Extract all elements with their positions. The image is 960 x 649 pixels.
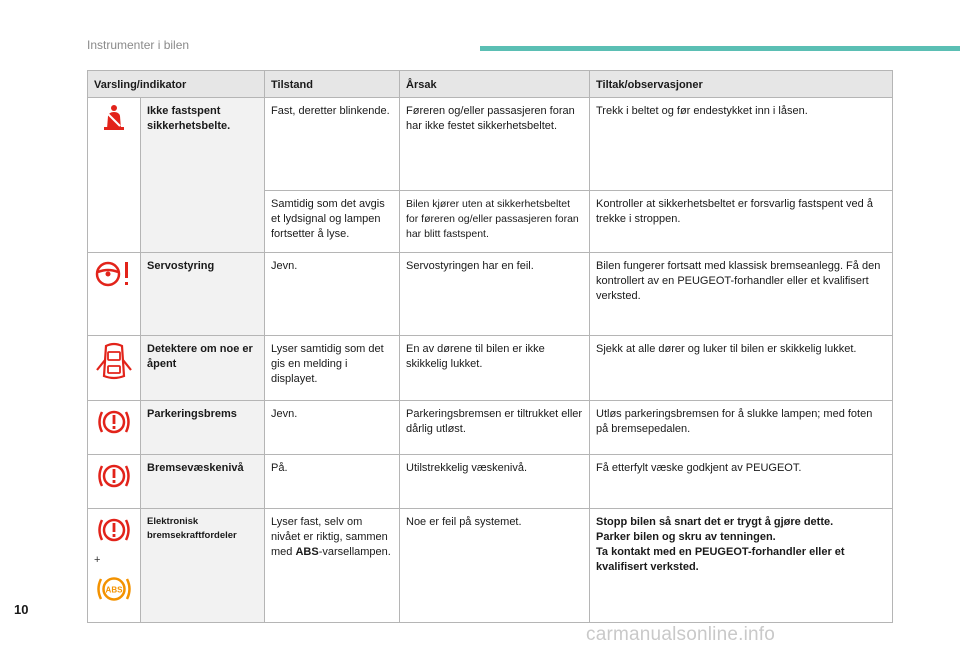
steering-action: Bilen fungerer fortsatt med klassisk bremseanlegg. Få den kontrollert av en PEUGEOT-forhandler eller et kvalifisert verksted. <box>590 253 893 336</box>
steering-cause: Servostyringen har en feil. <box>400 253 590 336</box>
parking-state: Jevn. <box>265 401 400 455</box>
table-row <box>88 98 893 191</box>
fluid-state: På. <box>265 455 400 509</box>
ebd-action-line: Parker bilen og skru av tenningen. <box>596 531 776 543</box>
warning-lights-table <box>87 70 893 623</box>
power-steering-warning-icon <box>94 259 134 289</box>
table-row <box>88 253 893 336</box>
fluid-cause: Utilstrekkelig væskenivå. <box>400 455 590 509</box>
seatbelt-cause-2: Bilen kjører uten at sikkerhetsbeltet for føreren og/eller passasjeren foran har blitt fastspent. <box>400 191 590 253</box>
door-action: Sjekk at alle dører og luker til bilen er skikkelig lukket. <box>590 336 893 401</box>
abs-icon-label: ABS <box>105 585 123 595</box>
fluid-action: Få etterfylt væske godkjent av PEUGEOT. <box>590 455 893 509</box>
section-title: Instrumenter i bilen <box>87 38 190 52</box>
door-icon-cell <box>88 336 141 401</box>
steering-icon-cell <box>88 253 141 336</box>
ebd-state-abs: ABS <box>295 546 319 558</box>
seatbelt-cause-1: Føreren og/eller passasjeren foran har ikke festet sikkerhetsbeltet. <box>400 98 590 191</box>
plus-sign: + <box>94 554 101 566</box>
ebd-name: Elektronisk bremsekraftfordeler <box>141 509 265 623</box>
header-indicator: Varsling/indikator <box>88 71 265 98</box>
ebd-state <box>265 509 400 623</box>
door-name: Detektere om noe er åpent <box>141 336 265 401</box>
seatbelt-state-1: Fast, deretter blinkende. <box>265 98 400 191</box>
watermark: carmanualsonline.info <box>586 624 776 645</box>
header-action: Tiltak/observasjoner <box>590 71 893 98</box>
table-row <box>88 455 893 509</box>
header-cause: Årsak <box>400 71 590 98</box>
ebd-cause: Noe er feil på systemet. <box>400 509 590 623</box>
steering-state: Jevn. <box>265 253 400 336</box>
parking-cause: Parkeringsbremsen er tiltrukket eller dårlig utløst. <box>400 401 590 455</box>
ebd-action-line: Ta kontakt med en PEUGEOT-forhandler eller et kvalifisert verksted. <box>596 546 845 573</box>
steering-name: Servostyring <box>141 253 265 336</box>
ebd-action-line: Stopp bilen så snart det er trygt å gjøre dette. <box>596 516 834 528</box>
table-row <box>88 509 893 623</box>
header-state: Tilstand <box>265 71 400 98</box>
parking-action: Utløs parkeringsbremsen for å slukke lampen; med foten på bremsepedalen. <box>590 401 893 455</box>
parking-brake-icon <box>97 407 131 437</box>
header-accent-bar <box>480 46 960 51</box>
door-cause: En av dørene til bilen er ikke skikkelig lukket. <box>400 336 590 401</box>
ebd-action <box>590 509 893 623</box>
seatbelt-name: Ikke fastspent sikkerhetsbelte. <box>141 98 265 253</box>
ebd-state-suffix: -varsellampen. <box>318 546 391 558</box>
ebd-icon-cell <box>88 509 141 623</box>
seatbelt-action-2: Kontroller at sikkerhetsbeltet er forsvarlig fastspent ved å trekke i stroppen. <box>590 191 893 253</box>
fluid-name: Bremsevæskenivå <box>141 455 265 509</box>
brake-warning-icon <box>97 515 131 545</box>
parking-icon-cell <box>88 401 141 455</box>
door-state: Lyser samtidig som det gis en melding i displayet. <box>265 336 400 401</box>
fluid-icon-cell <box>88 455 141 509</box>
table-row <box>88 336 893 401</box>
seatbelt-state-2: Samtidig som det avgis et lydsignal og lampen fortsetter å lyse. <box>265 191 400 253</box>
seatbelt-warning-icon <box>101 104 127 132</box>
door-open-icon <box>96 342 132 382</box>
page-number: 10 <box>14 602 29 617</box>
seatbelt-action-1: Trekk i beltet og før endestykket inn i låsen. <box>590 98 893 191</box>
parking-name: Parkeringsbrems <box>141 401 265 455</box>
seatbelt-icon-cell <box>88 98 141 253</box>
ebd-state-text: Lyser fast, selv om nivået er riktig, sammen med <box>271 516 388 558</box>
table-header-row <box>88 71 893 98</box>
table-row <box>88 401 893 455</box>
abs-warning-icon <box>96 574 132 604</box>
brake-fluid-icon <box>97 461 131 491</box>
